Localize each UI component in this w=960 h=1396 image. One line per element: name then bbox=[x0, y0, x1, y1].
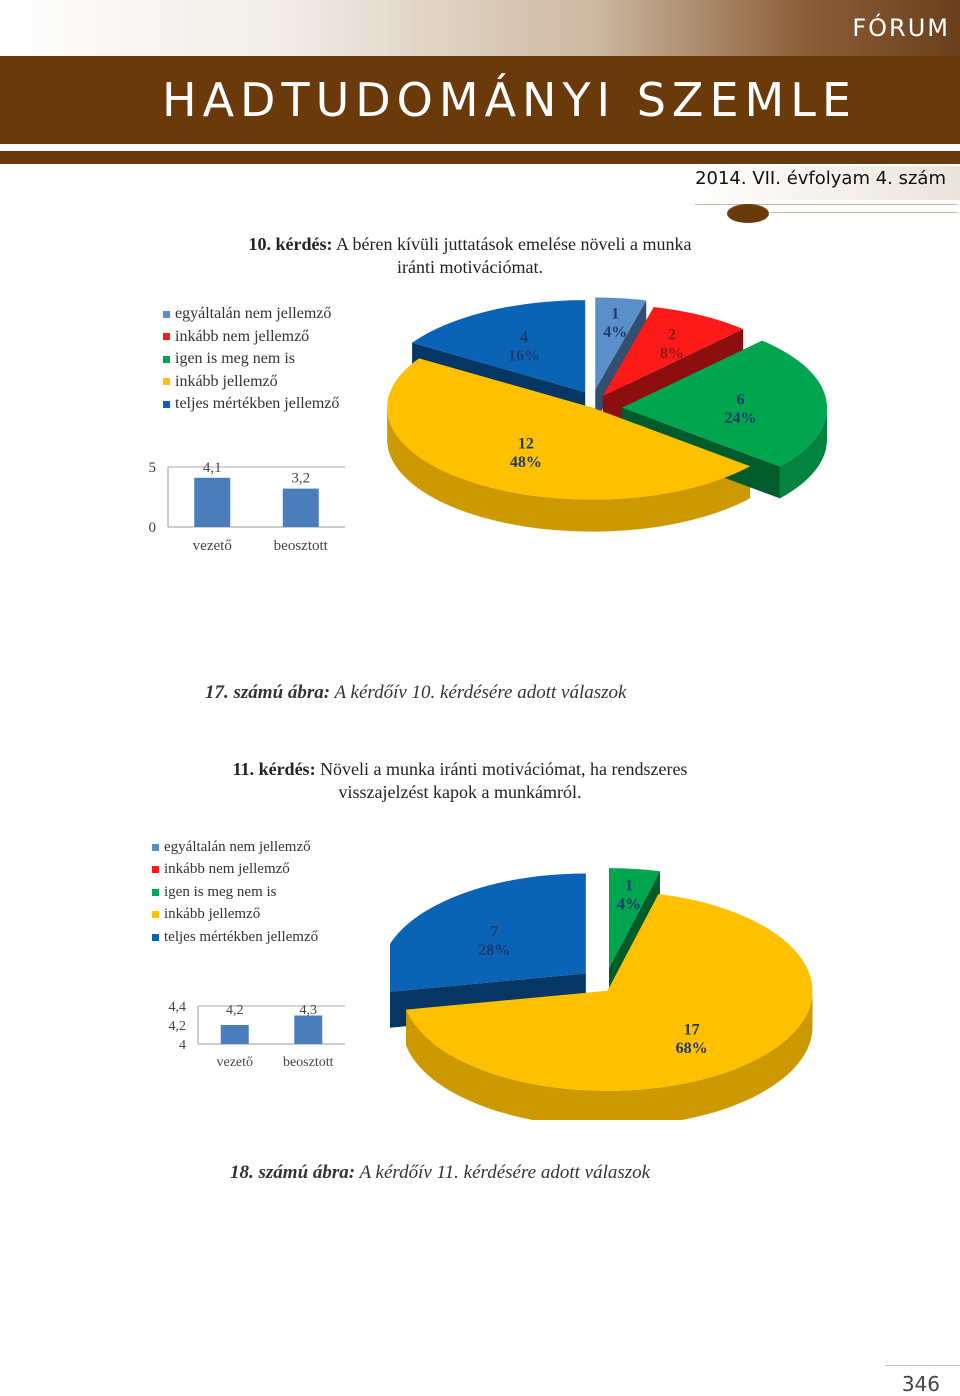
issue-rule bbox=[695, 204, 957, 205]
legend-fig18 bbox=[152, 836, 318, 949]
legend-swatch bbox=[152, 866, 159, 873]
caption-fig17-label: 17. számú ábra: bbox=[205, 682, 331, 703]
legend-label: inkább jellemző bbox=[164, 906, 261, 923]
pie-count-label: 4 bbox=[519, 329, 528, 347]
legend-item bbox=[152, 859, 318, 882]
bar bbox=[221, 1025, 249, 1044]
pie-chart-q11 bbox=[390, 860, 830, 1120]
caption-fig18-text: A kérdőív 11. kérdésére adott válaszok bbox=[355, 1162, 651, 1183]
pie-percent-label: 28% bbox=[478, 941, 511, 959]
bar-value-label: 4,1 bbox=[202, 459, 222, 476]
pie-count-label: 6 bbox=[736, 391, 745, 409]
legend-label: teljes mértékben jellemző bbox=[175, 395, 340, 413]
legend-label: inkább jellemző bbox=[175, 372, 278, 390]
issue-rule-2 bbox=[770, 212, 957, 213]
legend-swatch bbox=[152, 911, 159, 918]
pie-percent-label: 24% bbox=[724, 409, 757, 427]
pie-chart-q10 bbox=[360, 290, 830, 540]
question-11-text-2: visszajelzést kapok a munkámról. bbox=[338, 782, 582, 802]
bar-y-tick-label: 4,4 bbox=[168, 1000, 186, 1015]
legend-label: igen is meg nem is bbox=[164, 883, 277, 900]
question-10-title bbox=[190, 233, 750, 279]
caption-fig17-text: A kérdőív 10. kérdésére adott válaszok bbox=[330, 682, 627, 703]
bar-value-label: 3,2 bbox=[291, 470, 311, 487]
legend-item bbox=[163, 371, 339, 394]
pie-count-label: 2 bbox=[667, 326, 676, 344]
bar-value-label: 4,3 bbox=[299, 1003, 317, 1018]
bar-y-tick-label: 4,2 bbox=[168, 1019, 186, 1034]
legend-item bbox=[163, 326, 339, 349]
issue-label: 2014. VII. évfolyam 4. szám bbox=[695, 168, 946, 189]
bar-y-tick-label: 5 bbox=[148, 460, 156, 476]
pie-percent-label: 8% bbox=[659, 345, 684, 363]
bar-y-tick-label: 4 bbox=[179, 1038, 186, 1053]
caption-fig17 bbox=[205, 682, 626, 704]
pie-percent-label: 48% bbox=[509, 453, 542, 471]
section-label: FÓRUM bbox=[852, 14, 950, 42]
caption-fig18-label: 18. számú ábra: bbox=[230, 1162, 356, 1183]
legend-label: inkább nem jellemző bbox=[164, 861, 290, 878]
legend-swatch bbox=[152, 934, 159, 941]
legend-item bbox=[163, 348, 339, 371]
legend-label: igen is meg nem is bbox=[175, 350, 295, 368]
question-10-text-2: iránti motivációmat. bbox=[397, 257, 543, 277]
pie-count-label: 12 bbox=[517, 435, 534, 453]
bar-chart-q10 bbox=[130, 445, 370, 570]
pie-count-label: 17 bbox=[683, 1021, 700, 1039]
bar bbox=[194, 478, 230, 527]
question-11-title bbox=[190, 758, 730, 804]
bar-category-label: vezető bbox=[216, 1055, 254, 1070]
legend-swatch bbox=[163, 356, 170, 363]
legend-fig17 bbox=[163, 303, 339, 416]
bar bbox=[283, 489, 319, 527]
legend-item bbox=[152, 881, 318, 904]
decor-oval bbox=[727, 204, 769, 223]
legend-item bbox=[152, 836, 318, 859]
pie-percent-label: 4% bbox=[617, 896, 642, 914]
legend-swatch bbox=[163, 333, 170, 340]
bar-value-label: 4,2 bbox=[226, 1003, 244, 1018]
bar-category-label: vezető bbox=[192, 538, 232, 554]
legend-item bbox=[163, 393, 339, 416]
legend-item bbox=[152, 926, 318, 949]
pie-slice bbox=[390, 874, 586, 993]
bar-category-label: beosztott bbox=[273, 538, 328, 554]
legend-label: egyáltalán nem jellemző bbox=[164, 838, 311, 855]
legend-label: teljes mértékben jellemző bbox=[164, 928, 319, 945]
legend-item bbox=[163, 303, 339, 326]
question-11-text-1: Növeli a munka iránti motivációmat, ha rendszeres bbox=[315, 759, 688, 779]
bar-category-label: beosztott bbox=[282, 1055, 334, 1070]
journal-title: HADTUDOMÁNYI SZEMLE bbox=[162, 73, 857, 127]
page-number-rule bbox=[885, 1365, 960, 1366]
question-10-label: 10. kérdés: bbox=[248, 234, 333, 254]
legend-swatch bbox=[152, 844, 159, 851]
caption-fig18 bbox=[230, 1162, 650, 1184]
question-11-label: 11. kérdés: bbox=[232, 759, 316, 779]
question-10-text-1: A béren kívüli juttatások emelése növeli a munka bbox=[332, 234, 692, 254]
legend-swatch bbox=[152, 889, 159, 896]
pie-percent-label: 68% bbox=[675, 1039, 708, 1057]
pie-percent-label: 16% bbox=[507, 347, 540, 365]
masthead-underline bbox=[0, 151, 960, 164]
bar bbox=[294, 1016, 322, 1045]
pie-count-label: 7 bbox=[490, 923, 499, 941]
legend-swatch bbox=[163, 311, 170, 318]
pie-count-label: 1 bbox=[611, 305, 620, 323]
legend-swatch bbox=[163, 401, 170, 408]
page-number: 346 bbox=[901, 1372, 940, 1396]
legend-item bbox=[152, 904, 318, 927]
legend-swatch bbox=[163, 378, 170, 385]
legend-label: inkább nem jellemző bbox=[175, 327, 310, 345]
pie-count-label: 1 bbox=[625, 877, 634, 895]
pie-percent-label: 4% bbox=[603, 323, 628, 341]
legend-label: egyáltalán nem jellemző bbox=[175, 305, 332, 323]
bar-y-tick-label: 0 bbox=[148, 520, 156, 536]
bar-chart-q11 bbox=[150, 990, 360, 1080]
header-gradient bbox=[0, 0, 960, 56]
